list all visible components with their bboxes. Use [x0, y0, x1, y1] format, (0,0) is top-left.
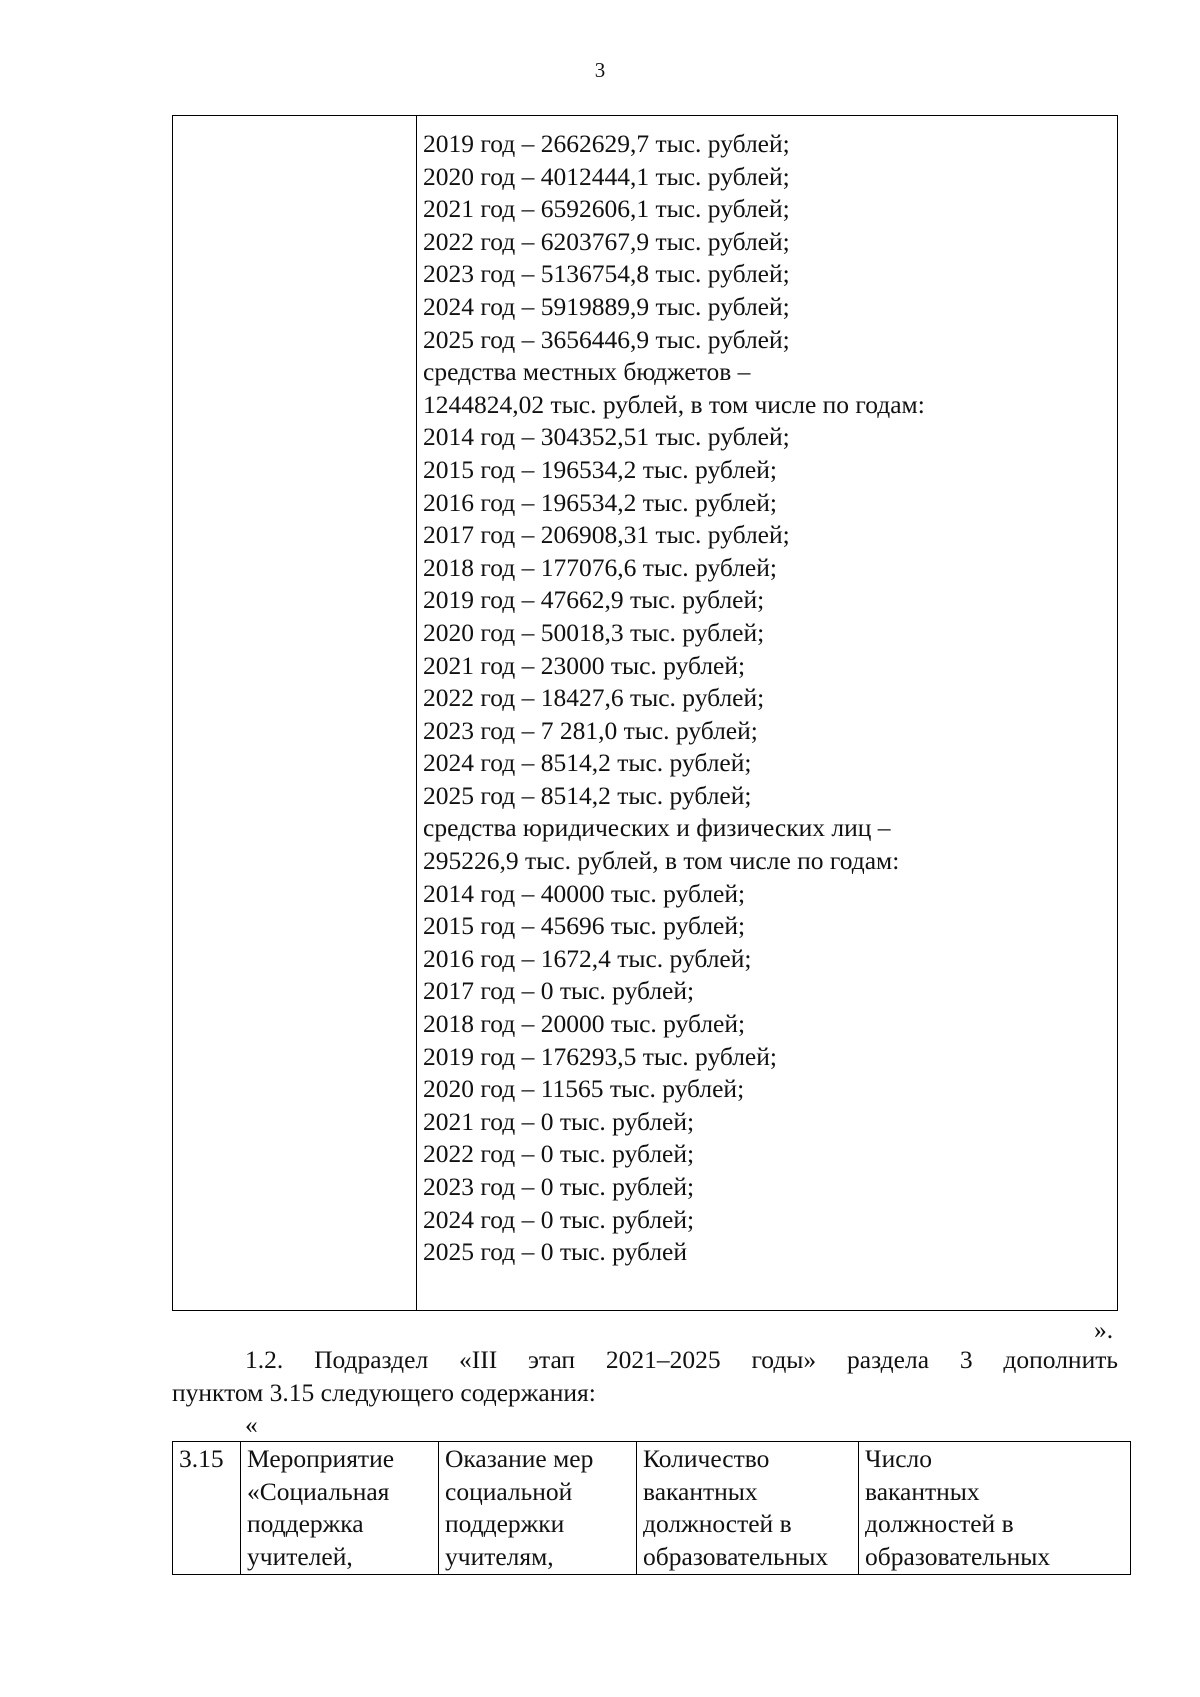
- funding-line: 2015 год – 196534,2 тыс. рублей;: [423, 454, 777, 484]
- funding-line: 2025 год – 3656446,9 тыс. рублей;: [423, 324, 790, 354]
- funding-line: 2022 год – 0 тыс. рублей;: [423, 1139, 695, 1169]
- amendment-paragraph: 1.2. Подраздел «III этап 2021–2025 годы» раздела 3 дополнить: [245, 1345, 1118, 1374]
- result-text: Число вакантных должностей в образовательных: [865, 1444, 1051, 1571]
- description-cell: [439, 1442, 637, 1575]
- funding-line: 2023 год – 0 тыс. рублей;: [423, 1172, 695, 1201]
- funding-line: 2021 год – 23000 тыс. рублей;: [423, 650, 746, 680]
- new-item-table: [172, 1441, 1131, 1575]
- funding-line: 2020 год – 50018,3 тыс. рублей;: [423, 617, 765, 647]
- funding-table: [172, 115, 1118, 1311]
- table-row: [173, 1442, 1131, 1575]
- funding-line: 2018 год – 20000 тыс. рублей;: [423, 1009, 746, 1039]
- result-cell: [859, 1442, 1131, 1575]
- funding-line: средства местных бюджетов –: [423, 357, 751, 387]
- funding-line: 2022 год – 6203767,9 тыс. рублей;: [423, 226, 790, 256]
- funding-line: 2016 год – 196534,2 тыс. рублей;: [423, 487, 777, 517]
- event-text: Мероприятие «Социальная поддержка учителей,: [247, 1444, 395, 1571]
- funding-line: 2016 год – 1672,4 тыс. рублей;: [423, 943, 752, 973]
- description-text: Оказание мер социальной поддержки учителям,: [445, 1444, 594, 1571]
- funding-line: 2018 год – 177076,6 тыс. рублей;: [423, 552, 777, 582]
- funding-line: 2021 год – 0 тыс. рублей;: [423, 1106, 695, 1136]
- funding-line: 2025 год – 0 тыс. рублей: [423, 1237, 688, 1267]
- funding-cell: [423, 128, 1109, 1269]
- funding-line: 2022 год – 18427,6 тыс. рублей;: [423, 683, 765, 713]
- funding-line: 2024 год – 8514,2 тыс. рублей;: [423, 748, 752, 778]
- event-cell: [241, 1442, 439, 1575]
- funding-line: 295226,9 тыс. рублей, в том числе по годам:: [423, 846, 900, 876]
- funding-line: 2023 год – 7 281,0 тыс. рублей;: [423, 715, 758, 745]
- funding-line: 2015 год – 45696 тыс. рублей;: [423, 911, 746, 941]
- funding-line: 2020 год – 11565 тыс. рублей;: [423, 1074, 745, 1104]
- opening-quote: «: [245, 1410, 258, 1439]
- funding-line: 2025 год – 8514,2 тыс. рублей;: [423, 780, 752, 810]
- funding-line: 2020 год – 4012444,1 тыс. рублей;: [423, 161, 790, 191]
- item-number-cell: [173, 1442, 241, 1575]
- funding-line: 2019 год – 47662,9 тыс. рублей;: [423, 585, 765, 615]
- funding-line: 2014 год – 304352,51 тыс. рублей;: [423, 422, 790, 452]
- funding-line: 2024 год – 0 тыс. рублей;: [423, 1204, 695, 1234]
- funding-line: 2019 год – 176293,5 тыс. рублей;: [423, 1041, 777, 1071]
- funding-line: 2014 год – 40000 тыс. рублей;: [423, 878, 746, 908]
- funding-line: 2019 год – 2662629,7 тыс. рублей;: [423, 129, 790, 158]
- funding-line: 1244824,02 тыс. рублей, в том числе по годам:: [423, 389, 925, 419]
- closing-quote: ».: [1094, 1315, 1114, 1344]
- funding-line: 2021 год – 6592606,1 тыс. рублей;: [423, 194, 790, 224]
- indicator-text: Количество вакантных должностей в образовательных: [643, 1444, 829, 1571]
- funding-line: средства юридических и физических лиц –: [423, 813, 891, 843]
- funding-line: 2024 год – 5919889,9 тыс. рублей;: [423, 291, 790, 321]
- page-number: 3: [594, 58, 606, 82]
- funding-line: 2017 год – 206908,31 тыс. рублей;: [423, 520, 790, 550]
- funding-line: 2017 год – 0 тыс. рублей;: [423, 976, 695, 1006]
- amendment-paragraph-continued: пунктом 3.15 следующего содержания:: [172, 1378, 596, 1407]
- indicator-cell: [637, 1442, 859, 1575]
- column-divider: [416, 116, 417, 1310]
- funding-line: 2023 год – 5136754,8 тыс. рублей;: [423, 259, 790, 289]
- item-number: 3.15: [179, 1444, 224, 1473]
